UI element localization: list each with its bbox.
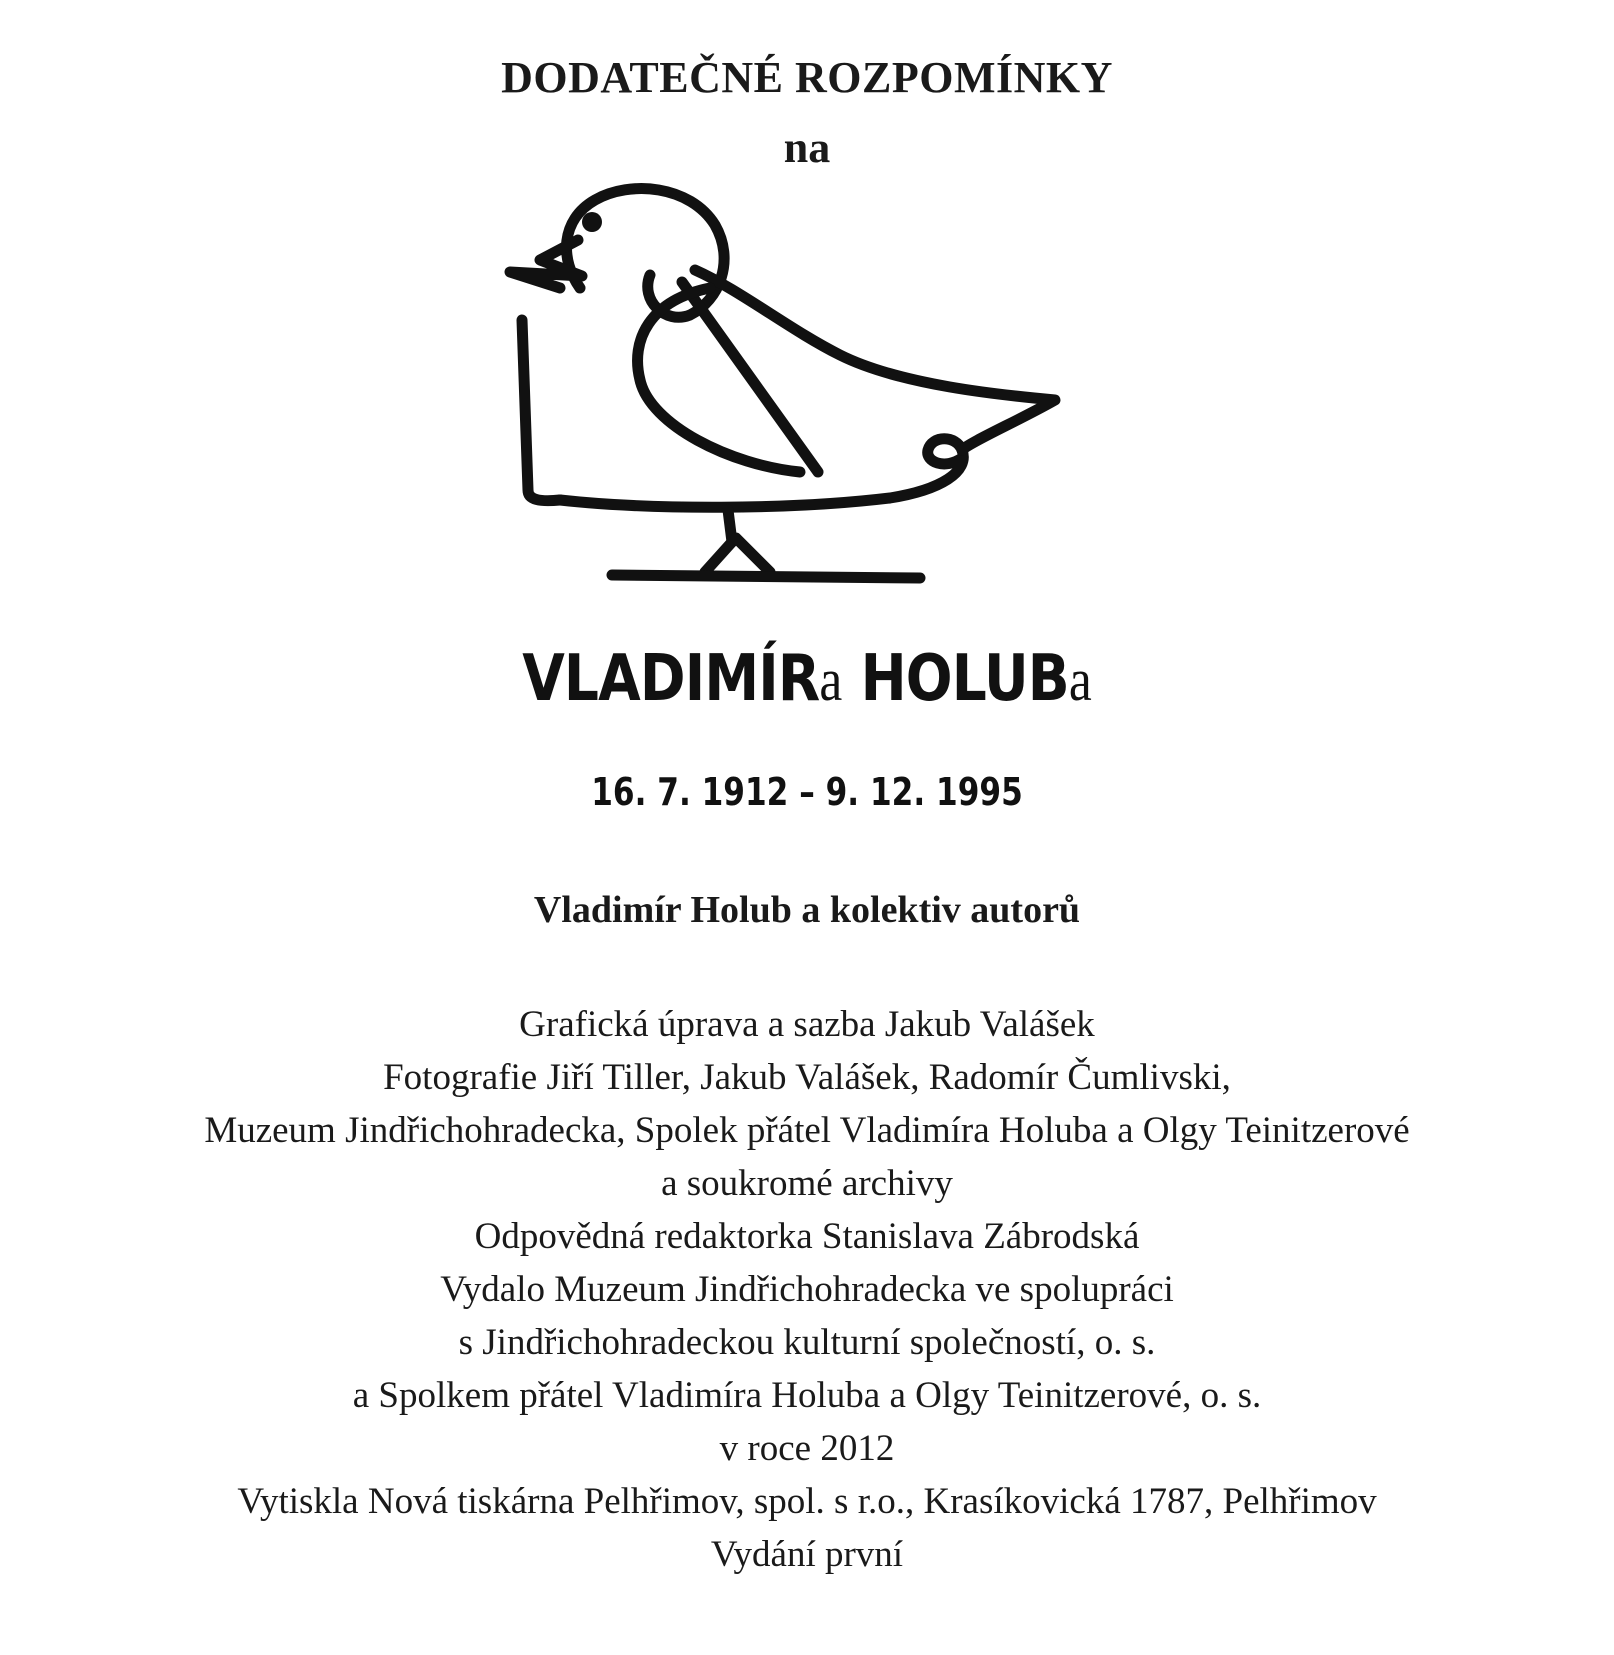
credit-line: Fotografie Jiří Tiller, Jakub Valášek, Radomír Čumlivski, (383, 1057, 1231, 1098)
credit-line: s Jindřichohradeckou kulturní společností, o. s. (458, 1322, 1156, 1363)
credit-line: Vytiskla Nová tiskárna Pelhřimov, spol. s r.o., Krasíkovická 1787, Pelhřimov (237, 1481, 1377, 1522)
credit-line: Odpovědná redaktorka Stanislava Zábrodská (474, 1216, 1140, 1257)
credit-line: Muzeum Jindřichohradecka, Spolek přátel Vladimíra Holuba a Olgy Teinitzerové (204, 1110, 1410, 1151)
last-name-upper: HOLUB (860, 642, 1069, 716)
subject-name (113, 642, 1501, 716)
first-name-suffix: a (819, 647, 843, 713)
credit-line: Vydalo Muzeum Jindřichohradecka ve spolupráci (440, 1269, 1174, 1310)
life-dates: 16. 7. 1912 – 9. 12. 1995 (591, 770, 1023, 814)
credit-line: Grafická úprava a sazba Jakub Valášek (519, 1004, 1095, 1045)
last-name-suffix: a (1068, 647, 1092, 713)
credit-line: a Spolkem přátel Vladimíra Holuba a Olgy Teinitzerové, o. s. (352, 1375, 1262, 1416)
authors-line: Vladimír Holub a kolektiv autorů (533, 889, 1081, 931)
title-line-2: na (783, 123, 831, 172)
credit-line: v roce 2012 (719, 1428, 895, 1469)
title-line-1: DODATEČNÉ ROZPOMÍNKY (501, 53, 1113, 102)
credit-line: Vydání první (710, 1534, 904, 1575)
bird-line-drawing-icon (500, 180, 1140, 620)
credit-line: a soukromé archivy (661, 1163, 953, 1204)
first-name-upper: VLADIMÍR (522, 642, 820, 716)
credits-block (0, 998, 1614, 1581)
